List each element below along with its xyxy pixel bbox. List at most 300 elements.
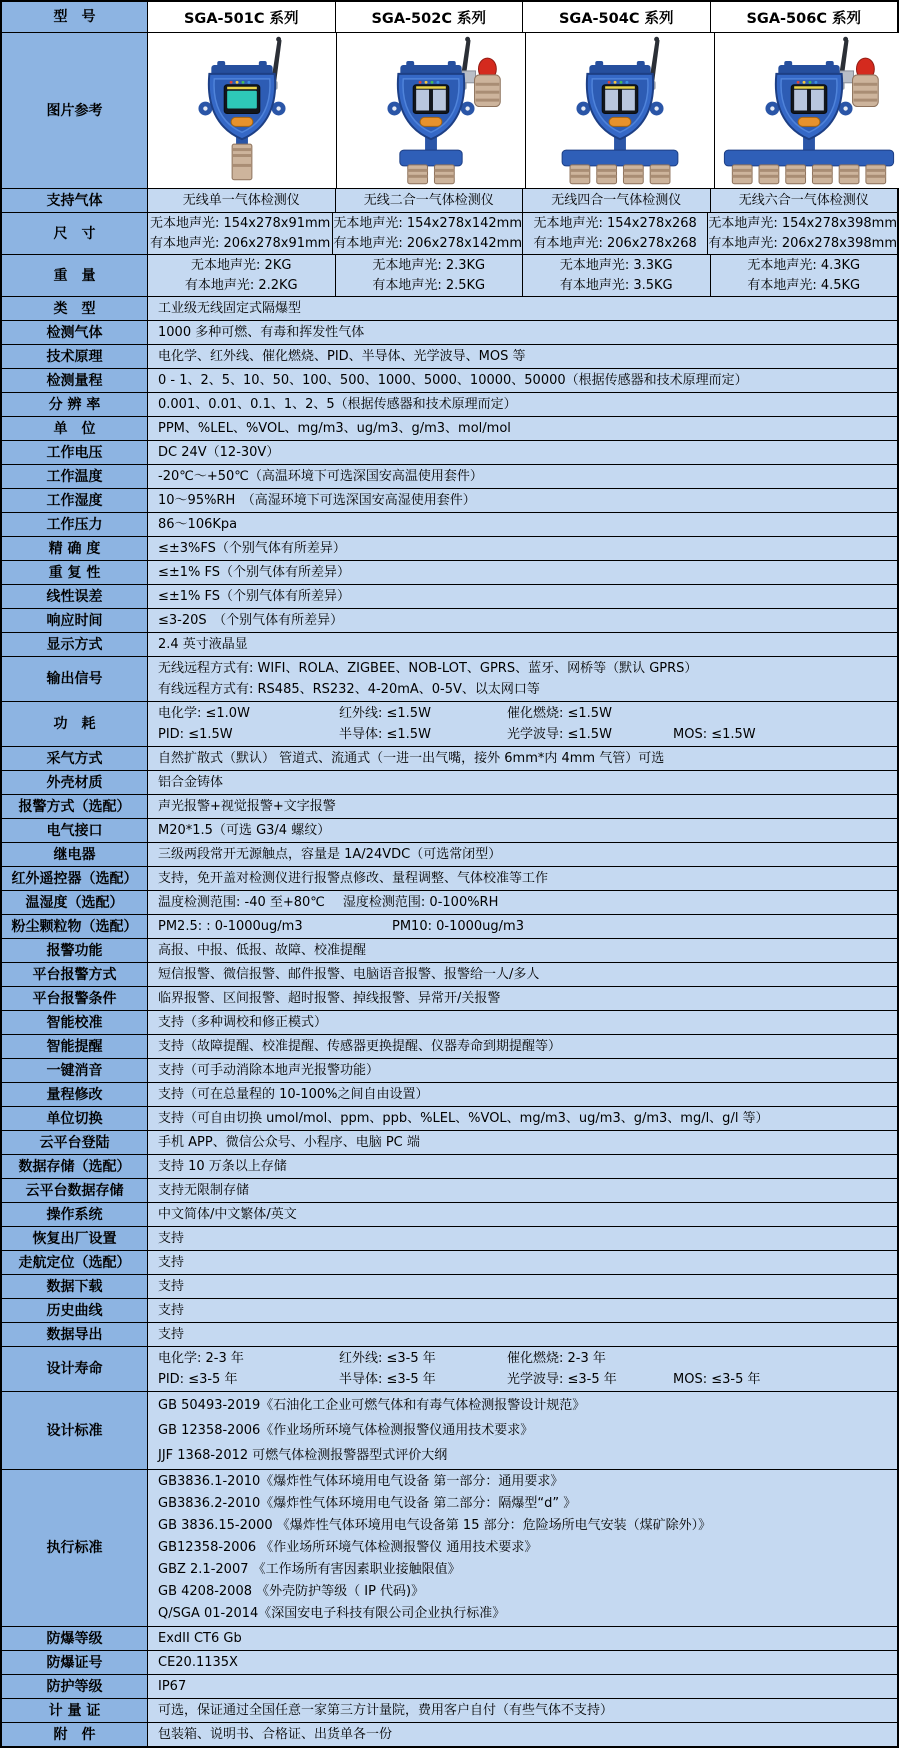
- value-line: [158, 988, 889, 1009]
- value-segment: GB 4208-2008 《外壳防护等级（ IP 代码)》: [158, 1584, 425, 1599]
- table-row: [2, 368, 897, 392]
- value-line: [158, 820, 889, 841]
- value-line: [158, 1471, 889, 1493]
- row-value: [148, 393, 897, 416]
- table-row: [2, 1698, 897, 1722]
- row-label: 继电器: [2, 843, 148, 866]
- row-value: [148, 1011, 897, 1034]
- row-label: 支持气体: [2, 189, 148, 212]
- row-label: 云平台数据存储: [2, 1179, 148, 1202]
- row-label: 显示方式: [2, 633, 148, 656]
- row-value: [148, 963, 897, 986]
- value-line: [158, 1652, 889, 1673]
- value-line: [158, 466, 889, 487]
- value-segment: 催化燃烧: 2-3 年: [507, 1351, 606, 1366]
- spec-cell-line: 有本地声光: 206x278x268: [533, 235, 697, 251]
- value-segment: 光学波导: ≤1.5W: [507, 727, 612, 742]
- row-label: 重 量: [2, 255, 148, 296]
- value-segment: PM2.5: : 0-1000ug/m3: [158, 919, 303, 934]
- row-value: [148, 1392, 897, 1469]
- spec-cell: [708, 213, 897, 254]
- table-row: [2, 1034, 897, 1058]
- manifold: [400, 150, 462, 166]
- value-segment: 红外线: ≤3-5 年: [339, 1351, 436, 1366]
- row-value: [148, 417, 897, 440]
- detector-body: [576, 61, 663, 152]
- table-row: [2, 794, 897, 818]
- row-label: 云平台登陆: [2, 1131, 148, 1154]
- value-segment: 支持无限制存储: [158, 1183, 250, 1198]
- value-line: [158, 1180, 889, 1201]
- row-label: 红外遥控器（选配）: [2, 867, 148, 890]
- row-value: [148, 1470, 897, 1626]
- row-label: 输出信号: [2, 657, 148, 701]
- table-row: [2, 1130, 897, 1154]
- value-segment: IP67: [158, 1679, 187, 1694]
- table-row: [2, 1178, 897, 1202]
- row-label: 外壳材质: [2, 771, 148, 794]
- sensor-cylinder: [623, 165, 643, 184]
- row-value: [148, 1699, 897, 1722]
- row-value: [148, 537, 897, 560]
- detector-body: [387, 61, 474, 152]
- value-line: [158, 1108, 889, 1129]
- row-value: [148, 1227, 897, 1250]
- value-line: [158, 442, 889, 463]
- table-row: [2, 1298, 897, 1322]
- gas-detector-illustration: [337, 35, 525, 186]
- row-value: [148, 321, 897, 344]
- value-segment: 支持: [158, 1327, 185, 1342]
- value-line: [158, 514, 889, 535]
- table-row: [2, 1391, 897, 1469]
- spec-cell-line: 无线四合一气体检测仪: [551, 192, 682, 208]
- row-value: [148, 561, 897, 584]
- value-line: [158, 679, 889, 700]
- row-value: [148, 1627, 897, 1650]
- table-row: [2, 1250, 897, 1274]
- value-segment: 支持（多种调校和修正模式）: [158, 1015, 328, 1030]
- row-value: [148, 1651, 897, 1674]
- value-line: [158, 1393, 889, 1418]
- value-segment: ≤±3%FS（个别气体有所差异）: [158, 541, 346, 556]
- row-label: 图片参考: [2, 33, 148, 188]
- sensor-cylinder: [232, 144, 252, 180]
- value-segment: GB 3836.15-2000 《爆炸性气体环境用电气设备第 15 部分：危险场所电气安装（煤矿除外）》: [158, 1518, 712, 1533]
- value-segment: 无线远程方式有: WIFI、ROLA、ZIGBEE、NOB-LOT、GPRS、蓝牙、网桥等（默认 GPRS）: [158, 661, 698, 676]
- value-segment: MOS: ≤1.5W: [673, 727, 756, 742]
- value-segment: 0 - 1、2、5、10、50、100、500、1000、5000、10000、50000（根据传感器和技术原理而定）: [158, 373, 748, 388]
- table-row: [2, 914, 897, 938]
- value-line: [158, 1252, 889, 1273]
- row-value: [148, 1251, 897, 1274]
- value-segment: 临界报警、区间报警、超时报警、掉线报警、异常开/关报警: [158, 991, 501, 1006]
- value-line: [158, 796, 889, 817]
- value-segment: 铝合金铸体: [158, 775, 224, 790]
- spec-cell-line: 有本地声光: 206x278x142mm: [333, 235, 522, 251]
- value-line: [158, 1324, 889, 1345]
- row-label: 防爆证号: [2, 1651, 148, 1674]
- row-label: 功 耗: [2, 702, 148, 746]
- alarm-beacon-icon: [462, 58, 501, 106]
- table-row: [2, 1154, 897, 1178]
- row-label: 报警功能: [2, 939, 148, 962]
- value-line: [158, 1012, 889, 1033]
- table-row: [2, 320, 897, 344]
- detector-body: [198, 61, 285, 146]
- value-line: [158, 748, 889, 769]
- row-value: [148, 1131, 897, 1154]
- value-segment: 支持（故障提醒、校准提醒、传感器更换提醒、仪器寿命到期提醒等）: [158, 1039, 562, 1054]
- spec-cell-line: 无本地声光: 3.3KG: [559, 257, 673, 273]
- row-label: 技术原理: [2, 345, 148, 368]
- table-row: [2, 962, 897, 986]
- row-value: [148, 1179, 897, 1202]
- spec-cell-line: 无本地声光: 154x278x268: [533, 215, 697, 231]
- row-value: [148, 1035, 897, 1058]
- value-segment: ≤3-20S （个别气体有所差异）: [158, 613, 344, 628]
- value-segment: 支持（可手动消除本地声光报警功能）: [158, 1063, 380, 1078]
- row-label: 防护等级: [2, 1675, 148, 1698]
- row-label: 工作电压: [2, 441, 148, 464]
- value-line: [158, 703, 889, 724]
- row-value: [148, 771, 897, 794]
- value-segment: 0.001、0.01、0.1、1、2、5（根据传感器和技术原理而定）: [158, 397, 517, 412]
- table-row: [2, 1626, 897, 1650]
- row-value: [148, 939, 897, 962]
- spec-cell: [711, 255, 898, 296]
- row-label: 检测量程: [2, 369, 148, 392]
- row-label: 检测气体: [2, 321, 148, 344]
- table-row: [2, 938, 897, 962]
- device-image: [526, 33, 715, 188]
- value-line: [158, 610, 889, 631]
- value-line: [158, 1228, 889, 1249]
- row-value: [148, 1059, 897, 1082]
- device-image: [148, 33, 337, 188]
- model-name: SGA-506C 系列: [711, 2, 898, 32]
- spec-cell: [523, 255, 711, 296]
- value-segment: 催化燃烧: ≤1.5W: [507, 706, 612, 721]
- value-line: [158, 1603, 889, 1625]
- value-line: [158, 562, 889, 583]
- table-row: [2, 986, 897, 1010]
- row-label: 智能校准: [2, 1011, 148, 1034]
- value-segment: 半导体: ≤3-5 年: [339, 1372, 436, 1387]
- row-label: 温湿度（选配）: [2, 891, 148, 914]
- value-segment: -20℃～+50℃（高温环境下可选深国安高温使用套件）: [158, 469, 483, 484]
- table-row: [2, 560, 897, 584]
- table-row: [2, 254, 897, 296]
- spec-cell-line: 有本地声光: 206x278x91mm: [149, 235, 331, 251]
- spec-cell: [711, 189, 898, 212]
- value-line: [158, 370, 889, 391]
- table-row: [2, 1010, 897, 1034]
- value-line: [158, 1443, 889, 1468]
- table-row: [2, 608, 897, 632]
- row-label: 计 量 证: [2, 1699, 148, 1722]
- row-label: 分 辨 率: [2, 393, 148, 416]
- value-line: [158, 868, 889, 889]
- button-panel: [231, 117, 253, 126]
- spec-cell: [148, 213, 333, 254]
- value-segment: 支持: [158, 1255, 185, 1270]
- table-row: [2, 512, 897, 536]
- model-name: SGA-502C 系列: [336, 2, 524, 32]
- value-segment: 可选，保证通过全国任意一家第三方计量院，费用客户自付（有些气体不支持）: [158, 1703, 614, 1718]
- value-line: [158, 1676, 889, 1697]
- row-value: [148, 1347, 897, 1391]
- table-row: [2, 1058, 897, 1082]
- spec-cell-line: 有本地声光: 4.5KG: [747, 277, 861, 293]
- spec-cell-line: 有本地声光: 2.2KG: [184, 277, 298, 293]
- sensor-cylinder: [434, 165, 454, 184]
- value-segment: 电化学: 2-3 年: [158, 1351, 244, 1366]
- row-value: [148, 657, 897, 701]
- row-label: 工作温度: [2, 465, 148, 488]
- sensor-cylinder: [839, 165, 859, 184]
- row-value: [148, 747, 897, 770]
- value-line: [158, 322, 889, 343]
- alarm-beacon-icon: [840, 58, 879, 106]
- value-segment: 支持 10 万条以上存储: [158, 1159, 287, 1174]
- spec-cell: [148, 255, 336, 296]
- value-line: [158, 1537, 889, 1559]
- table-row: [2, 632, 897, 656]
- value-segment: 有线远程方式有: RS485、RS232、4-20mA、0-5V、以太网口等: [158, 682, 540, 697]
- spec-cell-line: 无本地声光: 2KG: [191, 257, 292, 273]
- table-row: [2, 188, 897, 212]
- value-line: [158, 1276, 889, 1297]
- value-segment: PM10: 0-1000ug/m3: [392, 919, 524, 934]
- manifold: [724, 150, 893, 166]
- spec-cell-line: 无线二合一气体检测仪: [363, 192, 494, 208]
- value-segment: PID: ≤1.5W: [158, 727, 233, 742]
- table-row: [2, 1226, 897, 1250]
- row-label: 线性误差: [2, 585, 148, 608]
- value-line: [158, 1156, 889, 1177]
- row-label: 报警方式（选配）: [2, 795, 148, 818]
- gas-detector-illustration: [715, 35, 899, 186]
- value-segment: 半导体: ≤1.5W: [339, 727, 431, 742]
- table-row: [2, 1650, 897, 1674]
- value-line: [158, 724, 889, 745]
- table-row: [2, 1346, 897, 1391]
- value-line: [158, 298, 889, 319]
- button-panel: [420, 117, 442, 126]
- row-label: 附 件: [2, 1723, 148, 1746]
- value-segment: 三级两段常开无源触点，容量是 1A/24VDC（可选常闭型）: [158, 847, 502, 862]
- row-value: [148, 465, 897, 488]
- row-label: 平台报警方式: [2, 963, 148, 986]
- spec-cell: [523, 213, 708, 254]
- value-line: [158, 940, 889, 961]
- value-segment: ExdII CT6 Gb: [158, 1631, 242, 1646]
- row-value: [148, 1299, 897, 1322]
- value-segment: 温度检测范围: -40 至+80℃: [158, 895, 325, 910]
- value-line: [158, 1724, 889, 1745]
- value-line: [158, 1700, 889, 1721]
- value-segment: ≤±1% FS（个别气体有所差异）: [158, 589, 351, 604]
- value-segment: GB3836.2-2010《爆炸性气体环境用电气设备 第二部分：隔爆型“d” 》: [158, 1496, 577, 1511]
- value-segment: 支持，免开盖对检测仪进行报警点修改、量程调整、气体校准等工作: [158, 871, 549, 886]
- value-segment: GB3836.1-2010《爆炸性气体环境用电气设备 第一部分：通用要求》: [158, 1474, 564, 1489]
- table-row: [2, 890, 897, 914]
- row-value: [148, 1323, 897, 1346]
- value-line: [158, 1348, 889, 1369]
- row-value: [148, 633, 897, 656]
- value-segment: 光学波导: ≤3-5 年: [507, 1372, 617, 1387]
- row-label: 一键消音: [2, 1059, 148, 1082]
- table-row: [2, 1674, 897, 1698]
- value-segment: 电化学、红外线、催化燃烧、PID、半导体、光学波导、MOS 等: [158, 349, 526, 364]
- spec-cell: [148, 189, 336, 212]
- value-segment: GB 12358-2006《作业场所环境气体检测报警仪通用技术要求》: [158, 1423, 534, 1438]
- sensor-cylinder: [650, 165, 670, 184]
- spec-cell-line: 无本地声光: 154x278x91mm: [149, 215, 331, 231]
- sensor-cylinder: [597, 165, 617, 184]
- value-line: [158, 1581, 889, 1603]
- spec-cell-line: 无线六合一气体检测仪: [738, 192, 869, 208]
- spec-cell: [336, 255, 524, 296]
- value-segment: PID: ≤3-5 年: [158, 1372, 238, 1387]
- sensor-cylinder: [570, 165, 590, 184]
- value-line: [158, 394, 889, 415]
- value-segment: JJF 1368-2012 可燃气体检测报警器型式评价大纲: [158, 1448, 448, 1463]
- spec-cell: [523, 189, 711, 212]
- value-segment: 包装箱、说明书、合格证、出货单各一份: [158, 1727, 393, 1742]
- row-value: [148, 1083, 897, 1106]
- row-label: 响应时间: [2, 609, 148, 632]
- row-value: [148, 867, 897, 890]
- value-segment: 支持（可在总量程的 10-100%之间自由设置）: [158, 1087, 429, 1102]
- value-segment: DC 24V（12-30V）: [158, 445, 280, 460]
- sensor-cylinder: [866, 165, 886, 184]
- value-segment: Q/SGA 01-2014《深国安电子科技有限公司企业执行标准》: [158, 1606, 506, 1621]
- value-segment: 支持: [158, 1279, 185, 1294]
- value-line: [158, 892, 889, 913]
- row-label: 设计标准: [2, 1392, 148, 1469]
- spec-cell-line: 无本地声光: 154x278x398mm: [708, 215, 897, 231]
- row-label: 数据导出: [2, 1323, 148, 1346]
- value-segment: 高报、中报、低报、故障、校准提醒: [158, 943, 367, 958]
- row-value: [148, 795, 897, 818]
- button-panel: [798, 117, 820, 126]
- table-header-row: [2, 2, 897, 32]
- value-segment: CE20.1135X: [158, 1655, 238, 1670]
- image-row: [2, 32, 897, 188]
- value-segment: ≤±1% FS（个别气体有所差异）: [158, 565, 351, 580]
- value-line: [158, 418, 889, 439]
- row-label: 数据存储（选配）: [2, 1155, 148, 1178]
- gas-detector-illustration: [148, 35, 336, 186]
- table-row: [2, 416, 897, 440]
- value-line: [158, 1369, 889, 1390]
- row-value: [148, 609, 897, 632]
- row-value: [148, 843, 897, 866]
- row-value: [148, 891, 897, 914]
- row-label: 量程修改: [2, 1083, 148, 1106]
- value-segment: M20*1.5（可选 G3/4 螺纹）: [158, 823, 331, 838]
- value-line: [158, 772, 889, 793]
- button-panel: [609, 117, 631, 126]
- value-line: [158, 1628, 889, 1649]
- row-label: 恢复出厂设置: [2, 1227, 148, 1250]
- value-segment: PPM、%LEL、%VOL、mg/m3、ug/m3、g/m3、mol/mol: [158, 421, 511, 436]
- gas-detector-illustration: [526, 35, 714, 186]
- sensor-cylinder: [786, 165, 806, 184]
- table-row: [2, 746, 897, 770]
- row-label: 单 位: [2, 417, 148, 440]
- value-line: [158, 1300, 889, 1321]
- value-line: [158, 1036, 889, 1057]
- spec-cell-line: 有本地声光: 3.5KG: [559, 277, 673, 293]
- row-label: 尺 寸: [2, 213, 148, 254]
- row-value: [148, 441, 897, 464]
- value-line: [158, 964, 889, 985]
- table-row: [2, 296, 897, 320]
- value-segment: 工业级无线固定式隔爆型: [158, 301, 302, 316]
- row-value: [148, 1203, 897, 1226]
- row-value: [148, 513, 897, 536]
- value-line: [158, 1060, 889, 1081]
- spec-cell: [336, 189, 524, 212]
- value-line: [158, 1559, 889, 1581]
- value-line: [158, 1493, 889, 1515]
- table-row: [2, 344, 897, 368]
- value-line: [158, 1084, 889, 1105]
- sensor-cylinder: [759, 165, 779, 184]
- row-value: [148, 369, 897, 392]
- value-segment: GB 50493-2019《石油化工企业可燃气体和有毒气体检测报警设计规范》: [158, 1398, 586, 1413]
- row-label: 重 复 性: [2, 561, 148, 584]
- table-row: [2, 488, 897, 512]
- value-segment: 支持: [158, 1303, 185, 1318]
- sensor-cylinder: [732, 165, 752, 184]
- table-row: [2, 818, 897, 842]
- row-label: 粉尘颗粒物（选配）: [2, 915, 148, 938]
- value-segment: 支持（可自由切换 umol/mol、ppm、ppb、%LEL、%VOL、mg/m3、ug/m3、g/m3、mg/l、g/l 等）: [158, 1111, 769, 1126]
- spec-cell-line: 无本地声光: 154x278x142mm: [333, 215, 522, 231]
- row-value: [148, 702, 897, 746]
- table-row: [2, 536, 897, 560]
- row-label: 操作系统: [2, 1203, 148, 1226]
- row-label: 电气接口: [2, 819, 148, 842]
- value-segment: 1000 多种可燃、有毒和挥发性气体: [158, 325, 365, 340]
- value-segment: 86～106Kpa: [158, 517, 238, 532]
- value-line: [158, 490, 889, 511]
- value-line: [158, 586, 889, 607]
- value-segment: 支持: [158, 1231, 185, 1246]
- value-segment: 短信报警、微信报警、邮件报警、电脑语音报警、报警给一人/多人: [158, 967, 540, 982]
- value-line: [158, 1132, 889, 1153]
- value-segment: 声光报警+视觉报警+文字报警: [158, 799, 336, 814]
- value-line: [158, 1515, 889, 1537]
- row-label: 采气方式: [2, 747, 148, 770]
- row-label: 执行标准: [2, 1470, 148, 1626]
- value-segment: 10～95%RH （高湿环境下可选深国安高湿使用套件）: [158, 493, 476, 508]
- sensor-cylinder: [812, 165, 832, 184]
- value-line: [158, 1204, 889, 1225]
- row-label: 工作压力: [2, 513, 148, 536]
- value-line: [158, 634, 889, 655]
- row-label: 设计寿命: [2, 1347, 148, 1391]
- table-row: [2, 866, 897, 890]
- value-segment: MOS: ≤3-5 年: [673, 1372, 761, 1387]
- device-image: [337, 33, 526, 188]
- table-row: [2, 392, 897, 416]
- spec-cell-line: 无本地声光: 2.3KG: [372, 257, 486, 273]
